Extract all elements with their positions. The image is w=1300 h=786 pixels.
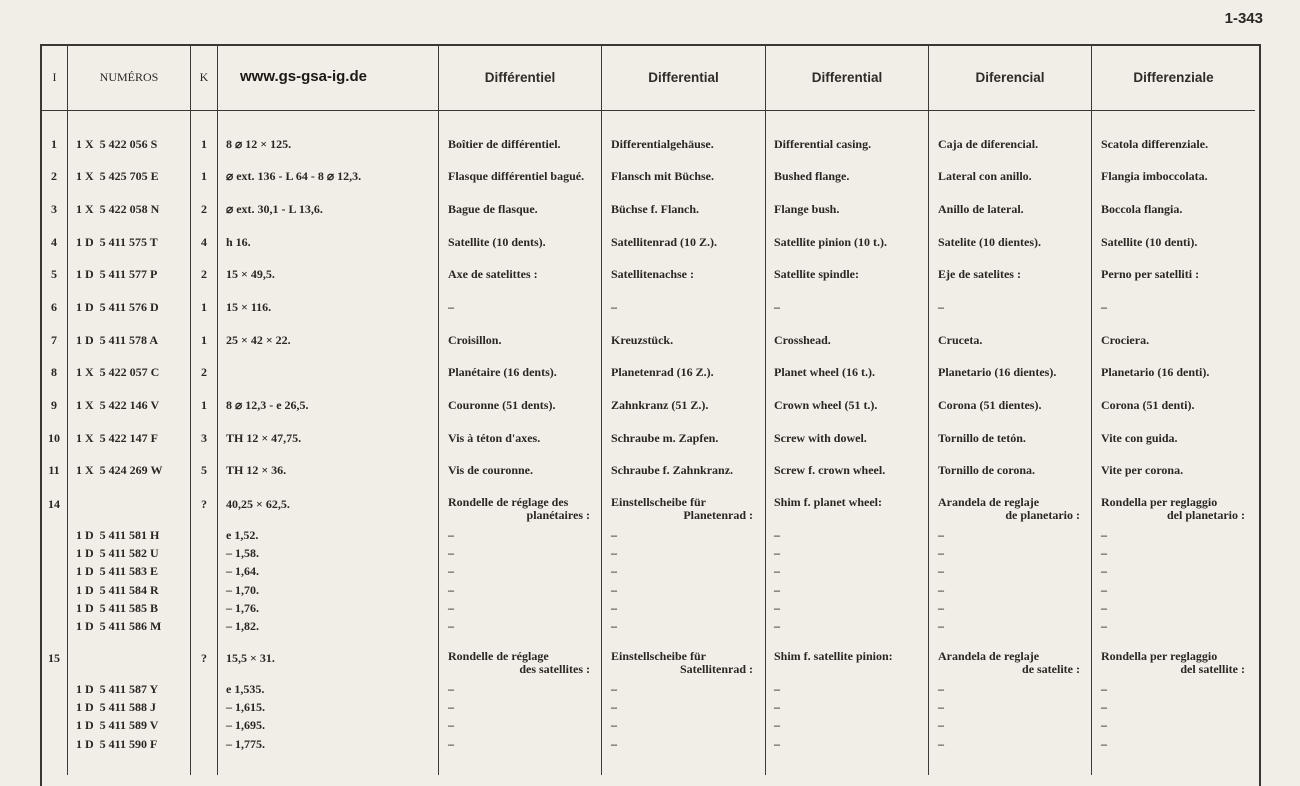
row-de: Zahnkranz (51 Z.).	[611, 398, 709, 412]
row-fr: Satellite (10 dents).	[448, 235, 546, 249]
sub-number: 1 D 5 411 588 J	[76, 700, 157, 715]
sub-number: 1 D 5 411 585 B	[76, 600, 159, 615]
sub-dash: –	[938, 736, 944, 751]
row-spec: ⌀ ext. 136 - L 64 - 8 ⌀ 12,3.	[226, 169, 362, 183]
sub-dash: –	[938, 600, 944, 615]
row-idx: 9	[51, 398, 57, 412]
group-desc-it: Rondella per reglaggio	[1101, 495, 1218, 509]
group-qty: ?	[201, 497, 207, 511]
header-divider	[40, 110, 1255, 111]
row-es: Tornillo de tetón.	[938, 431, 1026, 445]
row-en: Satellite spindle:	[774, 267, 860, 281]
row-spec: TH 12 × 36.	[226, 463, 287, 477]
group-desc-en: Shim f. satellite pinion:	[774, 649, 893, 663]
group-desc-es-cont: de satelite :	[1022, 662, 1080, 676]
sub-dash: –	[611, 600, 617, 615]
sub-dash: –	[938, 718, 944, 733]
row-idx: 2	[51, 169, 57, 183]
row-en: Screw f. crown wheel.	[774, 463, 886, 477]
sub-dash: –	[774, 682, 780, 696]
row-de: Flansch mit Büchse.	[611, 169, 715, 183]
row-k: 4	[201, 235, 207, 249]
group-desc-it: Rondella per reglaggio	[1101, 649, 1218, 663]
row-k: 2	[201, 365, 207, 379]
row-fr: Vis de couronne.	[448, 463, 534, 477]
sub-dash: –	[611, 619, 617, 633]
header-col-qty: K	[199, 70, 209, 84]
group-desc-de: Einstellscheibe für	[611, 495, 706, 509]
sub-dash: –	[1101, 700, 1107, 715]
row-en: Differential casing.	[774, 137, 872, 151]
sub-number: 1 D 5 411 587 Y	[76, 682, 159, 696]
row-k: 1	[201, 137, 207, 151]
row-num: 1 X 5 422 147 F	[76, 431, 158, 445]
row-k: 1	[201, 169, 207, 183]
sub-dash: –	[448, 564, 454, 579]
row-fr: Bague de flasque.	[448, 202, 538, 216]
row-k: 2	[201, 267, 207, 281]
row-k: 5	[201, 463, 207, 477]
group-desc-en: Shim f. planet wheel:	[774, 495, 882, 509]
col-divider	[1091, 44, 1092, 775]
header-lang-en: Differential	[811, 69, 883, 85]
row-it: Crociera.	[1101, 333, 1150, 347]
sub-dash: –	[1101, 682, 1107, 696]
row-es: Planetario (16 dientes).	[938, 365, 1057, 379]
sub-number: 1 D 5 411 584 R	[76, 582, 159, 597]
sub-spec: e 1,535.	[226, 682, 265, 696]
row-de: Büchse f. Flanch.	[611, 202, 700, 216]
row-de: Satellitenrad (10 Z.).	[611, 235, 717, 249]
row-es: Anillo de lateral.	[938, 202, 1024, 216]
row-idx: 7	[51, 333, 57, 347]
row-en: Crown wheel (51 t.).	[774, 398, 878, 412]
group-desc-es: Arandela de reglaje	[938, 495, 1040, 509]
row-num: 1 X 5 422 058 N	[76, 202, 160, 216]
group-desc-it-cont: del planetario :	[1167, 508, 1245, 522]
group-idx: 14	[48, 497, 60, 511]
row-spec: 15 × 49,5.	[226, 267, 275, 281]
sub-dash: –	[611, 582, 617, 597]
row-fr: Vis à téton d'axes.	[448, 431, 541, 445]
sub-spec: – 1,70.	[226, 582, 259, 597]
row-spec: 25 × 42 × 22.	[226, 333, 291, 347]
header-lang-de: Differential	[648, 69, 719, 85]
sub-dash: –	[1101, 546, 1107, 561]
sub-number: 1 D 5 411 586 M	[76, 619, 162, 633]
row-k: 1	[201, 333, 207, 347]
sub-dash: –	[611, 682, 617, 696]
row-k: 3	[201, 431, 207, 445]
row-spec: 15 × 116.	[226, 300, 272, 314]
row-spec: 8 ⌀ 12,3 - e 26,5.	[226, 398, 309, 412]
row-en: Crosshead.	[774, 333, 831, 347]
group-desc-fr-cont: planétaires :	[526, 508, 590, 522]
sub-dash: –	[448, 736, 454, 751]
sub-dash: –	[448, 528, 454, 542]
sub-dash: –	[611, 718, 617, 733]
row-num: 1 X 5 425 705 E	[76, 169, 159, 183]
row-de: Differentialgehäuse.	[611, 137, 714, 151]
group-desc-fr: Rondelle de réglage	[448, 649, 549, 663]
row-de: Satellitenachse :	[611, 267, 694, 281]
row-idx: 10	[48, 431, 60, 445]
sub-dash: –	[938, 582, 944, 597]
sub-spec: – 1,82.	[226, 619, 259, 633]
row-en: Screw with dowel.	[774, 431, 867, 445]
sub-dash: –	[774, 564, 780, 579]
col-divider	[438, 44, 439, 775]
row-num: 1 X 5 422 057 C	[76, 365, 160, 379]
row-en: Planet wheel (16 t.).	[774, 365, 875, 379]
row-idx: 1	[51, 137, 57, 151]
sub-spec: – 1,775.	[226, 736, 265, 751]
row-num: 1 D 5 411 575 T	[76, 235, 158, 249]
sub-number: 1 D 5 411 582 U	[76, 546, 159, 561]
group-spec: 15,5 × 31.	[226, 651, 275, 665]
row-it: Scatola differenziale.	[1101, 137, 1209, 151]
sub-dash: –	[448, 718, 454, 733]
col-divider	[601, 44, 602, 775]
sub-dash: –	[1101, 582, 1107, 597]
col-divider	[217, 44, 218, 775]
sub-dash: –	[774, 619, 780, 633]
group-desc-it-cont: del satellite :	[1180, 662, 1245, 676]
row-de: –	[611, 300, 617, 314]
sub-dash: –	[938, 619, 944, 633]
row-es: Corona (51 dientes).	[938, 398, 1042, 412]
sub-dash: –	[774, 718, 780, 733]
sub-dash: –	[448, 682, 454, 696]
group-desc-fr: Rondelle de réglage des	[448, 495, 569, 509]
row-en: Flange bush.	[774, 202, 840, 216]
sub-number: 1 D 5 411 589 V	[76, 718, 159, 733]
sub-dash: –	[1101, 600, 1107, 615]
sub-dash: –	[1101, 619, 1107, 633]
row-fr: Boîtier de différentiel.	[448, 137, 561, 151]
row-num: 1 D 5 411 578 A	[76, 333, 159, 347]
row-es: Lateral con anillo.	[938, 169, 1032, 183]
row-num: 1 X 5 422 146 V	[76, 398, 160, 412]
row-es: Eje de satelites :	[938, 267, 1021, 281]
sub-dash: –	[448, 600, 454, 615]
row-idx: 5	[51, 267, 57, 281]
row-de: Kreuzstück.	[611, 333, 674, 347]
row-it: Perno per satelliti :	[1101, 267, 1200, 281]
row-num: 1 D 5 411 577 P	[76, 267, 158, 281]
sub-dash: –	[448, 582, 454, 597]
row-spec: TH 12 × 47,75.	[226, 431, 302, 445]
sub-spec: – 1,76.	[226, 600, 259, 615]
row-idx: 8	[51, 365, 57, 379]
group-desc-es: Arandela de reglaje	[938, 649, 1040, 663]
sub-dash: –	[448, 619, 454, 633]
row-it: Flangia imboccolata.	[1101, 169, 1208, 183]
header-lang-es: Diferencial	[975, 69, 1045, 85]
row-fr: Flasque différentiel bagué.	[448, 169, 585, 183]
sub-spec: e 1,52.	[226, 528, 259, 542]
header-col-numbers: NUMÉROS	[99, 70, 159, 84]
row-en: –	[774, 300, 780, 314]
sub-dash: –	[938, 682, 944, 696]
sub-dash: –	[938, 564, 944, 579]
sub-spec: – 1,695.	[226, 718, 265, 733]
sub-number: 1 D 5 411 583 E	[76, 564, 159, 579]
sub-dash: –	[1101, 718, 1107, 733]
group-qty: ?	[201, 651, 207, 665]
sub-dash: –	[938, 528, 944, 542]
sub-spec: – 1,58.	[226, 546, 259, 561]
sub-spec: – 1,615.	[226, 700, 265, 715]
row-it: Boccola flangia.	[1101, 202, 1183, 216]
row-es: Caja de diferencial.	[938, 137, 1039, 151]
col-divider	[765, 44, 766, 775]
row-idx: 4	[51, 235, 57, 249]
row-de: Planetenrad (16 Z.).	[611, 365, 714, 379]
sub-dash: –	[774, 736, 780, 751]
sub-dash: –	[774, 528, 780, 542]
sub-dash: –	[448, 700, 454, 715]
group-desc-de-cont: Satellitenrad :	[680, 662, 753, 676]
row-fr: Croisillon.	[448, 333, 502, 347]
page-number: 1-343	[1224, 10, 1263, 27]
row-de: Schraube f. Zahnkranz.	[611, 463, 734, 477]
row-fr: Axe de satelittes :	[448, 267, 538, 281]
sub-dash: –	[611, 546, 617, 561]
row-en: Satellite pinion (10 t.).	[774, 235, 887, 249]
header-lang-it: Differenziale	[1133, 69, 1214, 85]
row-es: Satelite (10 dientes).	[938, 235, 1041, 249]
row-en: Bushed flange.	[774, 169, 850, 183]
sub-dash: –	[774, 582, 780, 597]
row-spec: h 16.	[226, 235, 251, 249]
sub-dash: –	[1101, 564, 1107, 579]
row-de: Schraube m. Zapfen.	[611, 431, 719, 445]
sub-dash: –	[611, 564, 617, 579]
row-spec: 8 ⌀ 12 × 125.	[226, 137, 292, 151]
col-divider	[928, 44, 929, 775]
col-divider	[190, 44, 191, 775]
group-desc-fr-cont: des satellites :	[519, 662, 590, 676]
row-idx: 6	[51, 300, 57, 314]
row-es: Tornillo de corona.	[938, 463, 1036, 477]
sub-dash: –	[611, 700, 617, 715]
row-spec: ⌀ ext. 30,1 - L 13,6.	[226, 202, 323, 216]
sub-dash: –	[774, 546, 780, 561]
sub-dash: –	[938, 700, 944, 715]
row-it: Vite per corona.	[1101, 463, 1184, 477]
group-desc-es-cont: de planetario :	[1005, 508, 1080, 522]
row-k: 1	[201, 300, 207, 314]
row-idx: 3	[51, 202, 57, 216]
row-fr: Couronne (51 dents).	[448, 398, 556, 412]
row-idx: 11	[48, 463, 60, 477]
row-num: 1 X 5 424 269 W	[76, 463, 163, 477]
group-desc-de: Einstellscheibe für	[611, 649, 706, 663]
row-num: 1 X 5 422 056 S	[76, 137, 158, 151]
sub-dash: –	[1101, 528, 1107, 542]
row-it: Vite con guida.	[1101, 431, 1178, 445]
header-col-index: I	[52, 69, 57, 84]
header-website: www.gs-gsa-ig.de	[240, 68, 367, 85]
group-desc-de-cont: Planetenrad :	[683, 508, 753, 522]
sub-number: 1 D 5 411 590 F	[76, 736, 158, 751]
sub-spec: – 1,64.	[226, 564, 259, 579]
header-lang-fr: Différentiel	[484, 69, 556, 85]
row-fr: –	[448, 300, 454, 314]
sub-dash: –	[611, 736, 617, 751]
row-it: Satellite (10 denti).	[1101, 235, 1198, 249]
row-it: Corona (51 denti).	[1101, 398, 1195, 412]
group-spec: 40,25 × 62,5.	[226, 497, 290, 511]
sub-dash: –	[448, 546, 454, 561]
row-k: 1	[201, 398, 207, 412]
group-idx: 15	[48, 651, 60, 665]
sub-number: 1 D 5 411 581 H	[76, 528, 160, 542]
row-num: 1 D 5 411 576 D	[76, 300, 159, 314]
row-fr: Planétaire (16 dents).	[448, 365, 557, 379]
row-it: –	[1101, 300, 1107, 314]
col-divider	[67, 44, 68, 775]
row-es: Cruceta.	[938, 333, 983, 347]
row-es: –	[938, 300, 944, 314]
row-k: 2	[201, 202, 207, 216]
sub-dash: –	[611, 528, 617, 542]
row-it: Planetario (16 denti).	[1101, 365, 1210, 379]
sub-dash: –	[774, 700, 780, 715]
sub-dash: –	[938, 546, 944, 561]
sub-dash: –	[774, 600, 780, 615]
sub-dash: –	[1101, 736, 1107, 751]
